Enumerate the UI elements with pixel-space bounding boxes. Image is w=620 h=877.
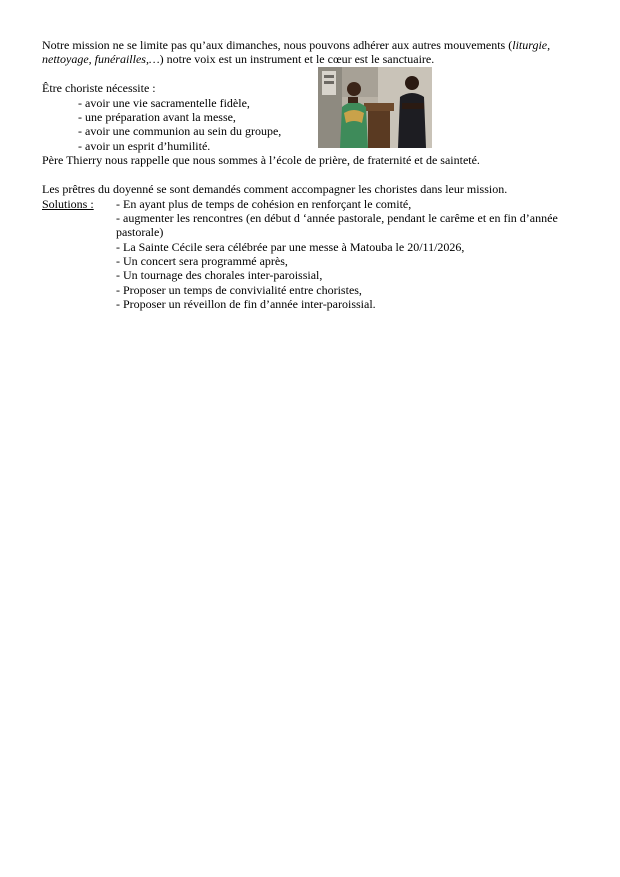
intro-line-2 [42,52,434,66]
intro-italic-text: nettoyage, funérailles,… [42,52,160,66]
intro-line-1 [42,38,550,52]
pere-thierry-note: Père Thierry nous rappelle que nous sommes à l’école de prière, de fraternité et de sainteté. [42,153,480,167]
solution-item: - augmenter les rencontres (en début d ‘année pastorale, pendant le carême et en fin d’année [116,211,558,225]
solution-item: - Un concert sera programmé après, [116,254,288,268]
solution-item: - Un tournage des chorales inter-paroissial, [116,268,323,282]
solution-item: - Proposer un réveillon de fin d’année inter-paroissial. [116,297,376,311]
choriste-item: - avoir une vie sacramentelle fidèle, [78,96,250,110]
solutions-label: Solutions : [42,197,94,211]
intro-italic-text: liturgie, [512,38,551,52]
solution-item: - La Sainte Cécile sera célébrée par une messe à Matouba le 20/11/2026, [116,240,465,254]
choriste-heading: Être choriste nécessite : [42,81,156,95]
intro-text: ) notre voix est un instrument et le cœur est le sanctuaire. [159,52,435,66]
pretres-intro: Les prêtres du doyenné se sont demandés comment accompagner les choristes dans leur mission. [42,182,508,196]
solution-item: - Proposer un temps de convivialité entre choristes, [116,283,362,297]
solution-item: pastorale) [116,225,164,239]
solution-item: - En ayant plus de temps de cohésion en renforçant le comité, [116,197,412,211]
photo-of-speaker-at-lectern [318,67,432,148]
choriste-item: - une préparation avant la messe, [78,110,236,124]
choriste-item: - avoir une communion au sein du groupe, [78,124,282,138]
choriste-item: - avoir un esprit d’humilité. [78,139,211,153]
intro-text: Notre mission ne se limite pas qu’aux dimanches, nous pouvons adhérer aux autres mouvements ( [42,38,513,52]
